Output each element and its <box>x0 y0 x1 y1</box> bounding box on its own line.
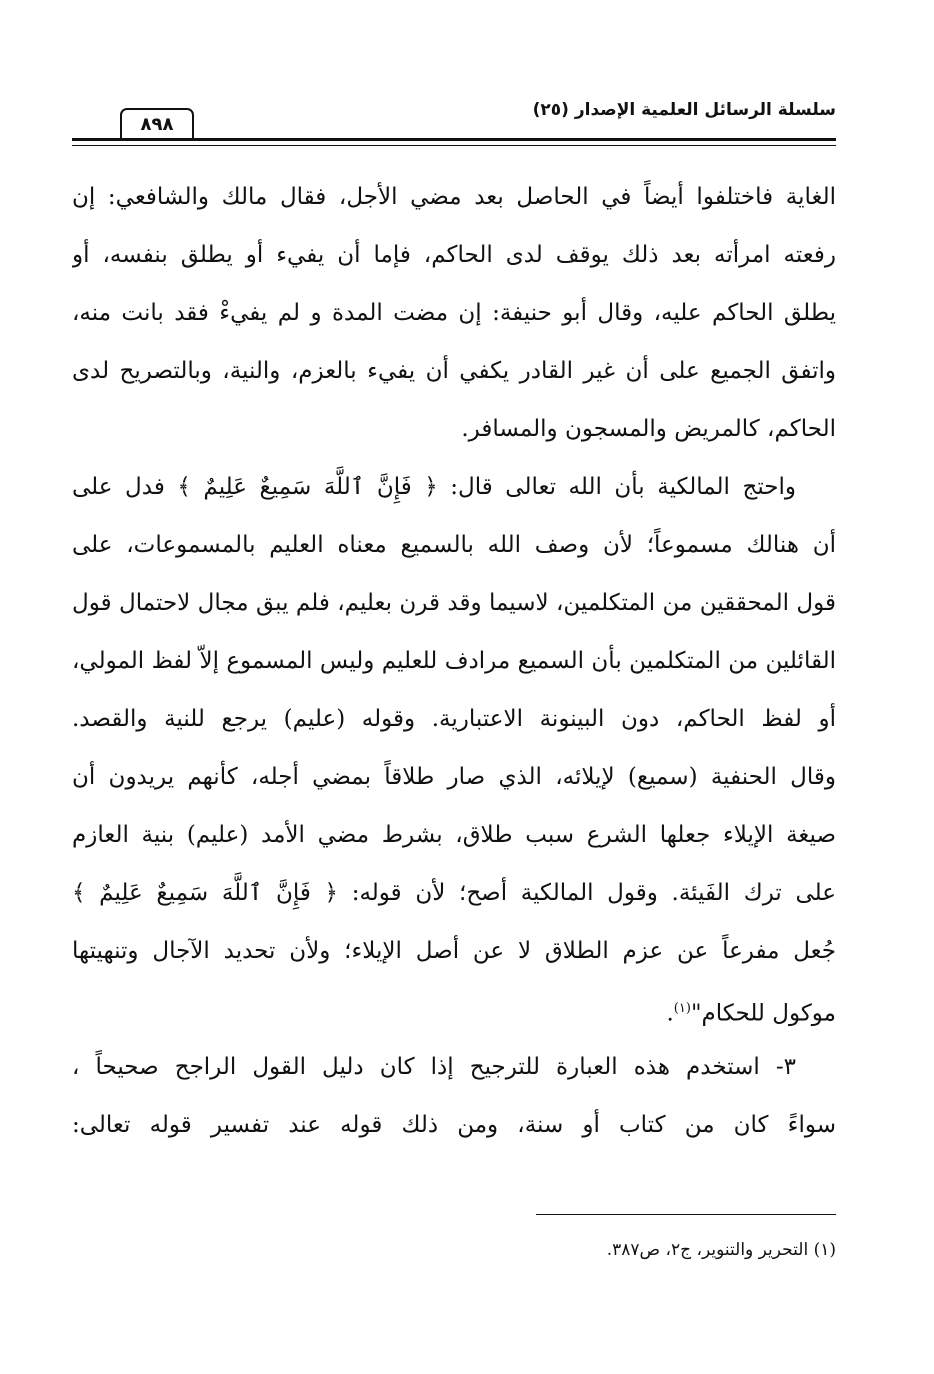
text-line: واتفق الجميع على أن غير القادر يكفي أن يفيء بالعزم، والنية، وبالتصريح لدى <box>72 358 836 384</box>
text-line: القائلين من المتكلمين بأن السميع مرادف للعليم وليس المسموع إلاّ لفظ المولي، <box>72 648 836 674</box>
text-line: صيغة الإيلاء جعلها الشرع سبب طلاق، بشرط مضي الأمد (عليم) بنية العازم <box>72 822 836 848</box>
text-line: يطلق الحاكم عليه، وقال أبو حنيفة: إن مضت المدة و لم يفيءْ فقد بانت منه، <box>72 300 836 326</box>
page-number: ٨٩٨ <box>120 108 194 140</box>
text-line: ٣- استخدم هذه العبارة للترجيح إذا كان دليل القول الراجح صحيحاً ، <box>72 1054 796 1080</box>
footnote-marker: (١) <box>673 1001 691 1016</box>
text-line: أن هنالك مسموعاً؛ لأن وصف الله بالسميع معناه العليم بالمسموعات، على <box>72 532 836 558</box>
text-line: سواءً كان من كتاب أو سنة، ومن ذلك قوله عند تفسير قوله تعالى: <box>72 1112 836 1138</box>
series-title: سلسلة الرسائل العلمية الإصدار (٢٥) <box>532 100 836 120</box>
text-line: أو لفظ الحاكم، دون البينونة الاعتبارية. وقوله (عليم) يرجع للنية والقصد. <box>72 706 836 732</box>
header-rule-thin <box>72 145 836 146</box>
text-line: الحاكم، كالمريض والمسجون والمسافر. <box>461 416 836 442</box>
text-line: رفعته امرأته بعد ذلك يوقف لدى الحاكم، فإما أن يفيء أو يطلق بنفسه، أو <box>72 242 836 268</box>
footnote-separator <box>536 1214 836 1215</box>
text-line: جُعل مفرعاً عن عزم الطلاق لا عن أصل الإيلاء؛ ولأن تحديد الآجال وتنهيتها <box>72 938 836 964</box>
text-line: على ترك الفَيئة. وقول المالكية أصح؛ لأن قوله: ﴿ فَإِنَّ ٱللَّهَ سَمِيعٌ عَلِيمٌ ﴾ <box>72 880 836 906</box>
line-end-punctuation: . <box>666 1000 674 1027</box>
text-line: قول المحققين من المتكلمين، لاسيما وقد قرن بعليم، فلم يبق مجال لاحتمال قول <box>72 590 836 616</box>
text-line: الغاية فاختلفوا أيضاً في الحاصل بعد مضي الأجل، فقال مالك والشافعي: إن <box>72 184 836 210</box>
text-line: وقال الحنفية (سميع) لإيلائه، الذي صار طلاقاً بمضي أجله، كأنهم يريدون أن <box>72 764 836 790</box>
header-rule-thick <box>72 138 836 141</box>
body-text <box>72 176 836 1162</box>
text-line: موكول للحكام" <box>690 1000 836 1027</box>
footnote: (١) التحرير والتنوير، ج٢، ص٣٨٧. <box>606 1240 836 1260</box>
text-line-with-footnote <box>72 988 836 1046</box>
text-line: واحتج المالكية بأن الله تعالى قال: ﴿ فَإِنَّ ٱللَّهَ سَمِيعٌ عَلِيمٌ ﴾ فدل على <box>72 474 796 500</box>
